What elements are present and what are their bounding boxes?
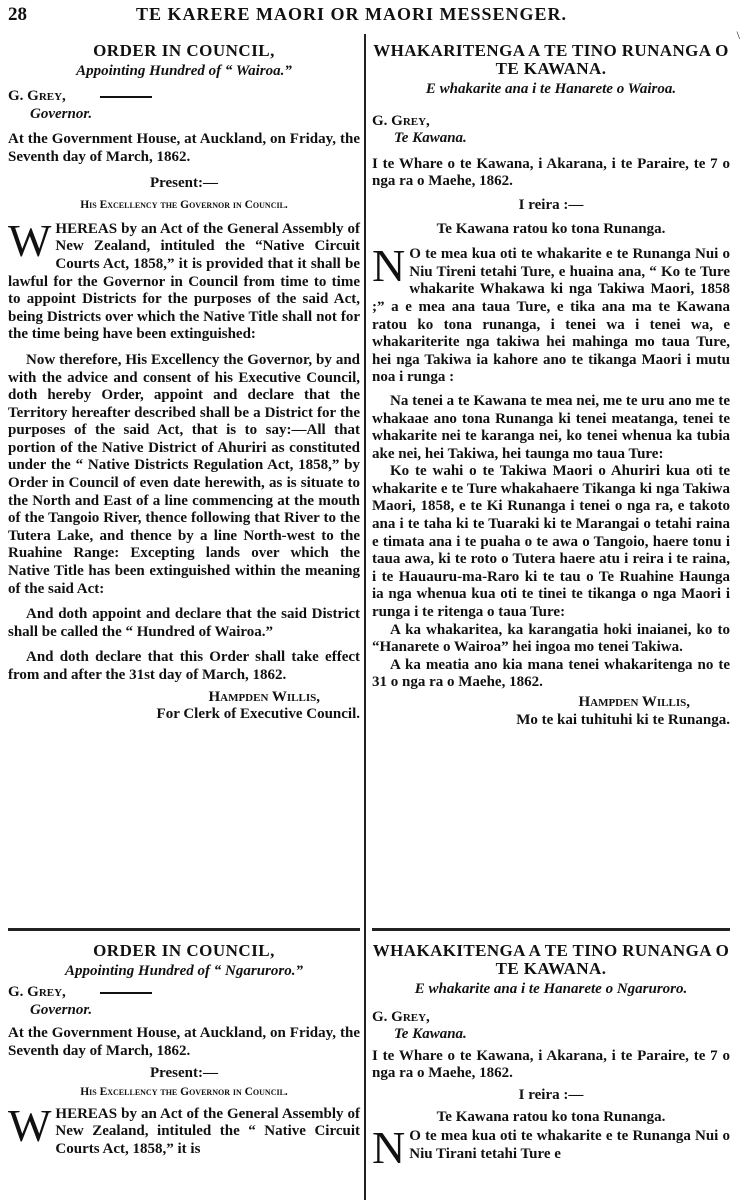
present-line: Present:—: [149, 1064, 219, 1081]
paragraph-text: HEREAS by an Act of the General Assembly of New Zealand, intituled the “Native Circuit Courts Act, 1858,” it is provided that it shall be lawful for the Governor in Council from time to time to appoint Districts for the purposes of the said Act, being Districts over which the Native Title shall not for the time being have been extinguished:: [8, 220, 360, 343]
signature-block: [372, 1009, 730, 1044]
place-line: At the Government House, at Auckland, on Friday, the Seventh day of March, 1862.: [8, 1025, 360, 1059]
excellency-line: His Excellency the Governor in Council.: [80, 199, 288, 212]
present-line: I reira :—: [518, 1086, 584, 1103]
page-number: 28: [8, 4, 27, 25]
paragraph: A ka meatia ano kia mana tenei whakaritenga no te 31 o nga ra o Maehe, 1862.: [372, 656, 730, 691]
drop-cap: W: [8, 1099, 52, 1151]
maori-order-wairoa: [372, 42, 730, 729]
paragraph: [372, 240, 730, 387]
paragraph: Now therefore, His Excellency the Governor, by and with the advice and consent of his Executive Council, doth hereby Order, appoint and declare that the Territory hereafter described shall be a District for the purposes of the said Act, that is to say:—All that portion of the Native District of Ahuriri as constituted under the “ Native Districts Regulation Act, 1858,” by Order in Council of even date herewith, as is situate to the North and East of a line commencing at the mouth of the Tangoio River, thence following that River to the Tutera Lake, and thence by a line North-west to the Ruahine Range: Excepting lands over which the Native Title has been extinguished within the meaning of the said Act:: [8, 351, 360, 597]
governor-title: Governor.: [30, 1001, 93, 1018]
drop-cap: W: [8, 214, 52, 266]
place-line: I te Whare o te Kawana, i Akarana, i te Paraire, te 7 o nga ra o Maehe, 1862.: [372, 1047, 730, 1082]
drop-cap: N: [372, 240, 406, 292]
present-line: I reira :—: [518, 196, 584, 213]
council-line: Te Kawana ratou ko tona Runanga.: [436, 1108, 666, 1125]
maori-order-ngaruroro: [372, 941, 730, 1174]
governor-name: G. Grey,: [8, 88, 66, 105]
article-subtitle: Appointing Hundred of “ Ngaruroro.”: [65, 962, 303, 979]
paragraph-text: O te mea kua oti te whakarite e te Runanga Nui o Niu Tireni tetahi Ture, e huaina ana, “ Ko te Ture whakarite Whakawa ki nga Takiwa Maori, 1858 ;” a e mea ana taua Ture, e tika ana ma te Kawana ratou ko tona runanga, i tenei wa i tenei wa, e whakariterite nga takiwa hei mahinga mo taua Ture, hei nga Takiwa ia kahore ano te tikanga Maori i mutu noa i runga :: [372, 246, 730, 386]
excellency-line: His Excellency the Governor in Council.: [80, 1086, 288, 1099]
article-subtitle: Appointing Hundred of “ Wairoa.”: [76, 62, 292, 79]
article-title: ORDER IN COUNCIL,: [93, 41, 275, 60]
english-order-ngaruroro: [8, 942, 360, 1159]
governor-name: G. Grey,: [372, 1008, 430, 1025]
section-rule: [372, 928, 730, 931]
present-line: Present:—: [149, 174, 219, 191]
signature-dash: [100, 96, 152, 98]
article-title: WHAKAKITENGA A TE TINO RUNANGA O TE KAWANA.: [372, 941, 730, 978]
governor-title: Governor.: [30, 105, 93, 122]
paragraph: [8, 1099, 360, 1159]
article-subtitle: E whakarite ana i te Hanarete o Ngaruroro.: [414, 981, 688, 997]
signature-dash: [100, 992, 152, 994]
article-title: ORDER IN COUNCIL,: [93, 941, 275, 960]
drop-cap: N: [372, 1122, 406, 1174]
signer-name: Hampden Willis,: [208, 688, 320, 705]
paragraph: And doth appoint and declare that the said District shall be called the “ Hundred of Wairoa.”: [8, 606, 360, 640]
signature-block: [8, 88, 360, 123]
signature-block: [8, 984, 360, 1019]
column-divider: [364, 34, 366, 1200]
corner-mark: \: [736, 28, 740, 42]
article-title: WHAKARITENGA A TE TINO RUNANGA O TE KAWANA.: [373, 41, 729, 78]
running-title: TE KARERE MAORI OR MAORI MESSENGER.: [136, 4, 568, 24]
signer-name: Hampden Willis,: [578, 694, 690, 710]
place-line: I te Whare o te Kawana, i Akarana, i te Paraire, te 7 o nga ra o Maehe, 1862.: [372, 155, 730, 190]
signature-block: [372, 113, 730, 148]
paragraph: A ka whakaritea, ka karangatia hoki inaianei, ko to “Hanarete o Wairoa” hei ingoa mo tenei Takiwa.: [372, 621, 730, 656]
signer-role: For Clerk of Executive Council.: [156, 706, 360, 723]
paragraph: [8, 214, 360, 344]
governor-name: G. Grey,: [372, 112, 430, 129]
paragraph-text: HEREAS by an Act of the General Assembly of New Zealand, intituled the “ Native Circuit Courts Act, 1858,” it is: [55, 1105, 360, 1157]
page-header: [6, 2, 736, 28]
paragraph: Na tenei a te Kawana te mea nei, me te uru ano me te whakaae ano tona Runanga ki tenei meatanga, tenei te whakarite nei te karanga nei, ko tenei whenua ka tubia ake nei, hei Takiwa, hei taunga mo taua Ture:: [372, 392, 730, 462]
signer-role: Mo te kai tuhituhi ki te Runanga.: [516, 711, 730, 728]
paragraph: Ko te wahi o te Takiwa Maori o Ahuriri kua oti te whakarite e te Ture whakahaere Tikanga ki nga Takiwa Maori, 1858, e te Ki Runanga i tenei o nga ra, e takoto ana i te taha ki te Tuaraki ki te Marangai o tetahi raina e timata ana i te puaha o te awa o Tangoio, haere tonu i taua awa, ki te roto o Tutera haere atu i reira i te raina, i te Hauauru-ma-Raro ki te tau o Te Ruahine Haunga ia nga whenua kua oti te tinei te tikanga o nga Maori i runga i te ritenga o taua Ture:: [372, 463, 730, 621]
governor-title: Te Kawana.: [394, 1026, 467, 1043]
section-rule: [8, 928, 360, 931]
governor-name: G. Grey,: [8, 984, 66, 1001]
place-line: At the Government House, at Auckland, on Friday, the Seventh day of March, 1862.: [8, 131, 360, 165]
english-order-wairoa: [8, 42, 360, 724]
governor-title: Te Kawana.: [394, 130, 467, 147]
paragraph-text: O te mea kua oti te whakarite e te Runanga Nui o Niu Tirani tetahi Ture e: [409, 1128, 730, 1162]
article-subtitle: E whakarite ana i te Hanarete o Wairoa.: [425, 81, 677, 97]
paragraph: [372, 1122, 730, 1174]
paragraph: And doth declare that this Order shall take effect from and after the 31st day of March, 1862.: [8, 649, 360, 683]
council-line: Te Kawana ratou ko tona Runanga.: [436, 220, 666, 237]
